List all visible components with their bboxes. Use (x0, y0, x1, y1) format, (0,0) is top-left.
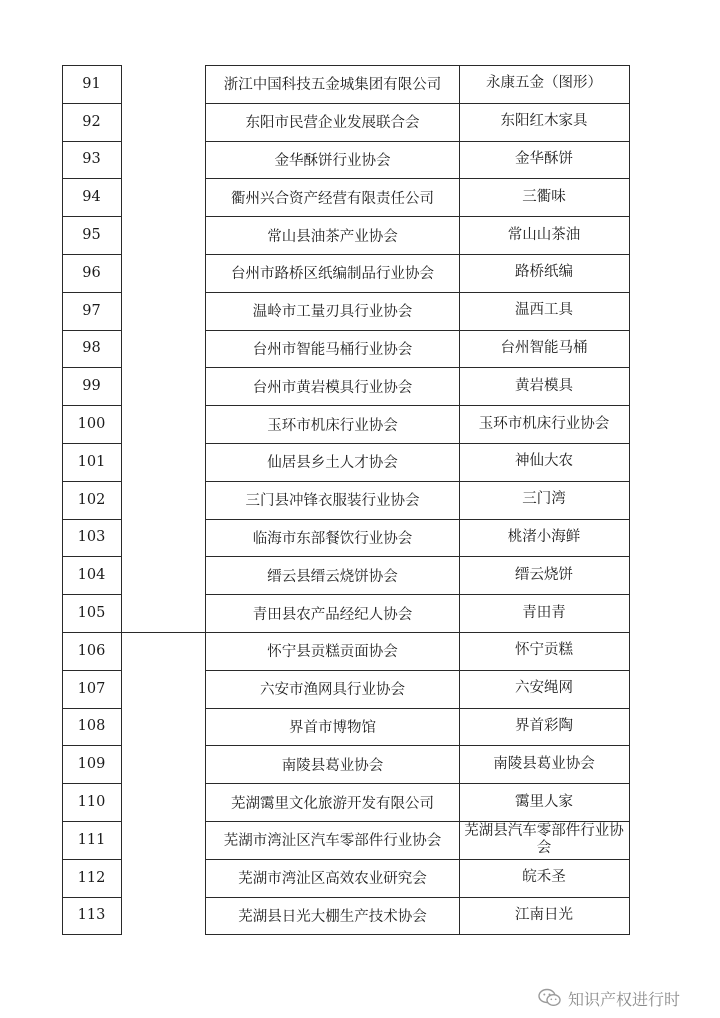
organization-name: 青田县农产品经纪人协会 (252, 606, 413, 623)
table-row (0, 443, 720, 481)
table-row (0, 708, 720, 746)
table-row (0, 783, 720, 821)
row-number: 106 (77, 642, 106, 659)
organization-name: 临海市东部餐饮行业协会 (252, 530, 413, 547)
row-number: 111 (77, 831, 106, 848)
trademark-name: 六安绳网 (515, 680, 573, 697)
trademark-name: 皖禾圣 (522, 869, 566, 886)
organization-name: 芜湖市湾沚区汽车零部件行业协会 (223, 833, 442, 850)
row-number: 100 (77, 416, 106, 433)
table-row (0, 670, 720, 708)
trademark-name: 南陵县葛业协会 (493, 755, 595, 772)
table-row (0, 519, 720, 557)
trademark-name: 玉环市机床行业协会 (478, 415, 610, 432)
table-row (0, 405, 720, 443)
table-rule (62, 934, 122, 935)
organization-name: 台州市路桥区纸编制品行业协会 (231, 266, 434, 283)
trademark-name: 三门湾 (522, 491, 566, 508)
table-row (0, 481, 720, 519)
table-row (0, 65, 720, 103)
organization-name: 东阳市民营企业发展联合会 (245, 115, 420, 132)
organization-name: 温岭市工量刃具行业协会 (252, 304, 413, 321)
row-number: 102 (77, 491, 106, 508)
organization-name: 怀宁县贡糕贡面协会 (267, 644, 398, 661)
trademark-name: 台州智能马桶 (500, 339, 588, 356)
trademark-name: 神仙大农 (515, 453, 573, 470)
trademark-name: 江南日光 (515, 906, 573, 923)
organization-name: 芜湖市湾沚区高效农业研究会 (238, 871, 427, 888)
organization-name: 浙江中国科技五金城集团有限公司 (223, 77, 442, 94)
row-number: 93 (82, 151, 101, 168)
organization-name: 芜湖县日光大棚生产技术协会 (238, 908, 427, 925)
organization-name: 台州市黄岩模具行业协会 (252, 379, 413, 396)
row-number: 104 (77, 567, 106, 584)
trademark-name: 东阳红木家具 (500, 113, 588, 130)
table-row (0, 859, 720, 897)
table-rule (205, 934, 630, 935)
table-row (0, 632, 720, 670)
trademark-name: 温西工具 (515, 302, 573, 319)
trademark-name: 霭里人家 (515, 793, 573, 810)
watermark-text: 知识产权进行时 (568, 989, 681, 1009)
row-number: 99 (82, 378, 101, 395)
organization-name: 南陵县葛业协会 (281, 757, 384, 774)
row-number: 92 (82, 113, 101, 130)
trademark-name: 桃渚小海鲜 (507, 528, 581, 545)
table-row (0, 141, 720, 179)
row-number: 110 (77, 794, 106, 811)
organization-name: 缙云县缙云烧饼协会 (267, 568, 398, 585)
organization-name: 玉环市机床行业协会 (267, 417, 398, 434)
table-row (0, 103, 720, 141)
table-row (0, 216, 720, 254)
row-number: 95 (82, 227, 101, 244)
row-number: 105 (77, 605, 106, 622)
table-row (0, 556, 720, 594)
trademark-name: 芜湖县汽车零部件行业协会 (464, 822, 624, 856)
table-row (0, 330, 720, 368)
organization-name: 界首市博物馆 (289, 719, 376, 736)
trademark-name: 金华酥饼 (515, 150, 573, 167)
row-number: 107 (77, 680, 106, 697)
organization-name: 台州市智能马桶行业协会 (252, 341, 413, 358)
organization-name: 芜湖霭里文化旅游开发有限公司 (231, 795, 434, 812)
trademark-name: 怀宁贡糕 (515, 642, 573, 659)
trademark-name: 缙云烧饼 (515, 566, 573, 583)
organization-name: 仙居县乡土人才协会 (267, 455, 398, 472)
row-number: 109 (77, 756, 106, 773)
organization-name: 金华酥饼行业协会 (274, 152, 391, 169)
row-number: 91 (82, 75, 101, 92)
trademark-name: 路桥纸编 (515, 264, 573, 281)
table-row (0, 745, 720, 783)
wechat-icon (538, 988, 562, 1008)
trademark-name: 常山山茶油 (507, 226, 581, 243)
organization-name: 常山县油茶产业协会 (267, 228, 398, 245)
trademark-name: 黄岩模具 (515, 377, 573, 394)
table-row (0, 367, 720, 405)
row-number: 103 (77, 529, 106, 546)
table-row (0, 178, 720, 216)
trademark-name: 三衢味 (522, 188, 566, 205)
row-number: 112 (77, 869, 106, 886)
trademark-name: 永康五金（图形） (486, 75, 602, 92)
row-number: 98 (82, 340, 101, 357)
organization-name: 衢州兴合资产经营有限责任公司 (231, 190, 434, 207)
table-row (0, 897, 720, 935)
row-number: 94 (82, 189, 101, 206)
row-number: 101 (77, 453, 106, 470)
organization-name: 三门县冲锋衣服装行业协会 (245, 493, 420, 510)
table-row (0, 292, 720, 330)
trademark-name: 界首彩陶 (515, 717, 573, 734)
row-number: 108 (77, 718, 106, 735)
trademark-name: 青田青 (522, 604, 566, 621)
table-row (0, 594, 720, 632)
row-number: 96 (82, 264, 101, 281)
table-row (0, 821, 720, 859)
watermark (538, 985, 680, 1011)
organization-name: 六安市渔网具行业协会 (260, 682, 405, 699)
row-number: 97 (82, 302, 101, 319)
table-row (0, 254, 720, 292)
row-number: 113 (77, 907, 106, 924)
